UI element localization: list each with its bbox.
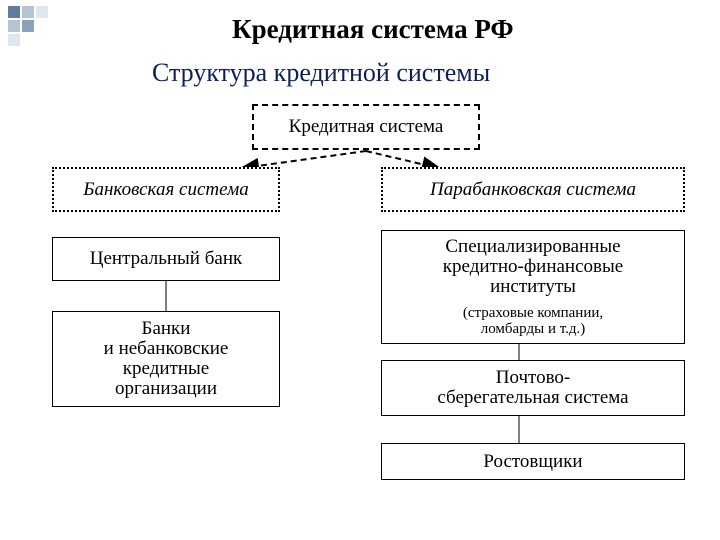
- root-box: [252, 104, 480, 150]
- parabanking-system-box: [381, 167, 685, 212]
- postal-savings-label: Почтово- сберегательная система: [437, 367, 629, 408]
- arrow-to-banking: [243, 151, 366, 168]
- central-bank-box: [52, 237, 280, 281]
- root-label: Кредитная система: [288, 116, 444, 137]
- postal-savings-box: [381, 360, 685, 416]
- banks-label: Банки и небанковские кредитные организации: [103, 318, 229, 399]
- parabanking-system-label: Парабанковская система: [430, 178, 636, 200]
- usurers-box: [381, 443, 685, 480]
- banking-system-label: Банковская система: [83, 178, 249, 200]
- banking-system-box: [52, 167, 280, 212]
- specialized-institutions-box: [381, 230, 685, 344]
- usurers-label: Ростовщики: [483, 450, 583, 472]
- central-bank-label: Центральный банк: [89, 248, 243, 269]
- arrow-to-parabanking: [366, 151, 438, 168]
- slide-subtitle: Структура кредитной системы: [152, 58, 491, 87]
- specialized-note: (страховые компании, ломбарды и т.д.): [462, 305, 604, 337]
- slide-title: Кредитная система РФ: [232, 14, 514, 44]
- banks-box: [52, 311, 280, 407]
- specialized-label: Специализированные кредитно-финансовые институты: [442, 236, 624, 297]
